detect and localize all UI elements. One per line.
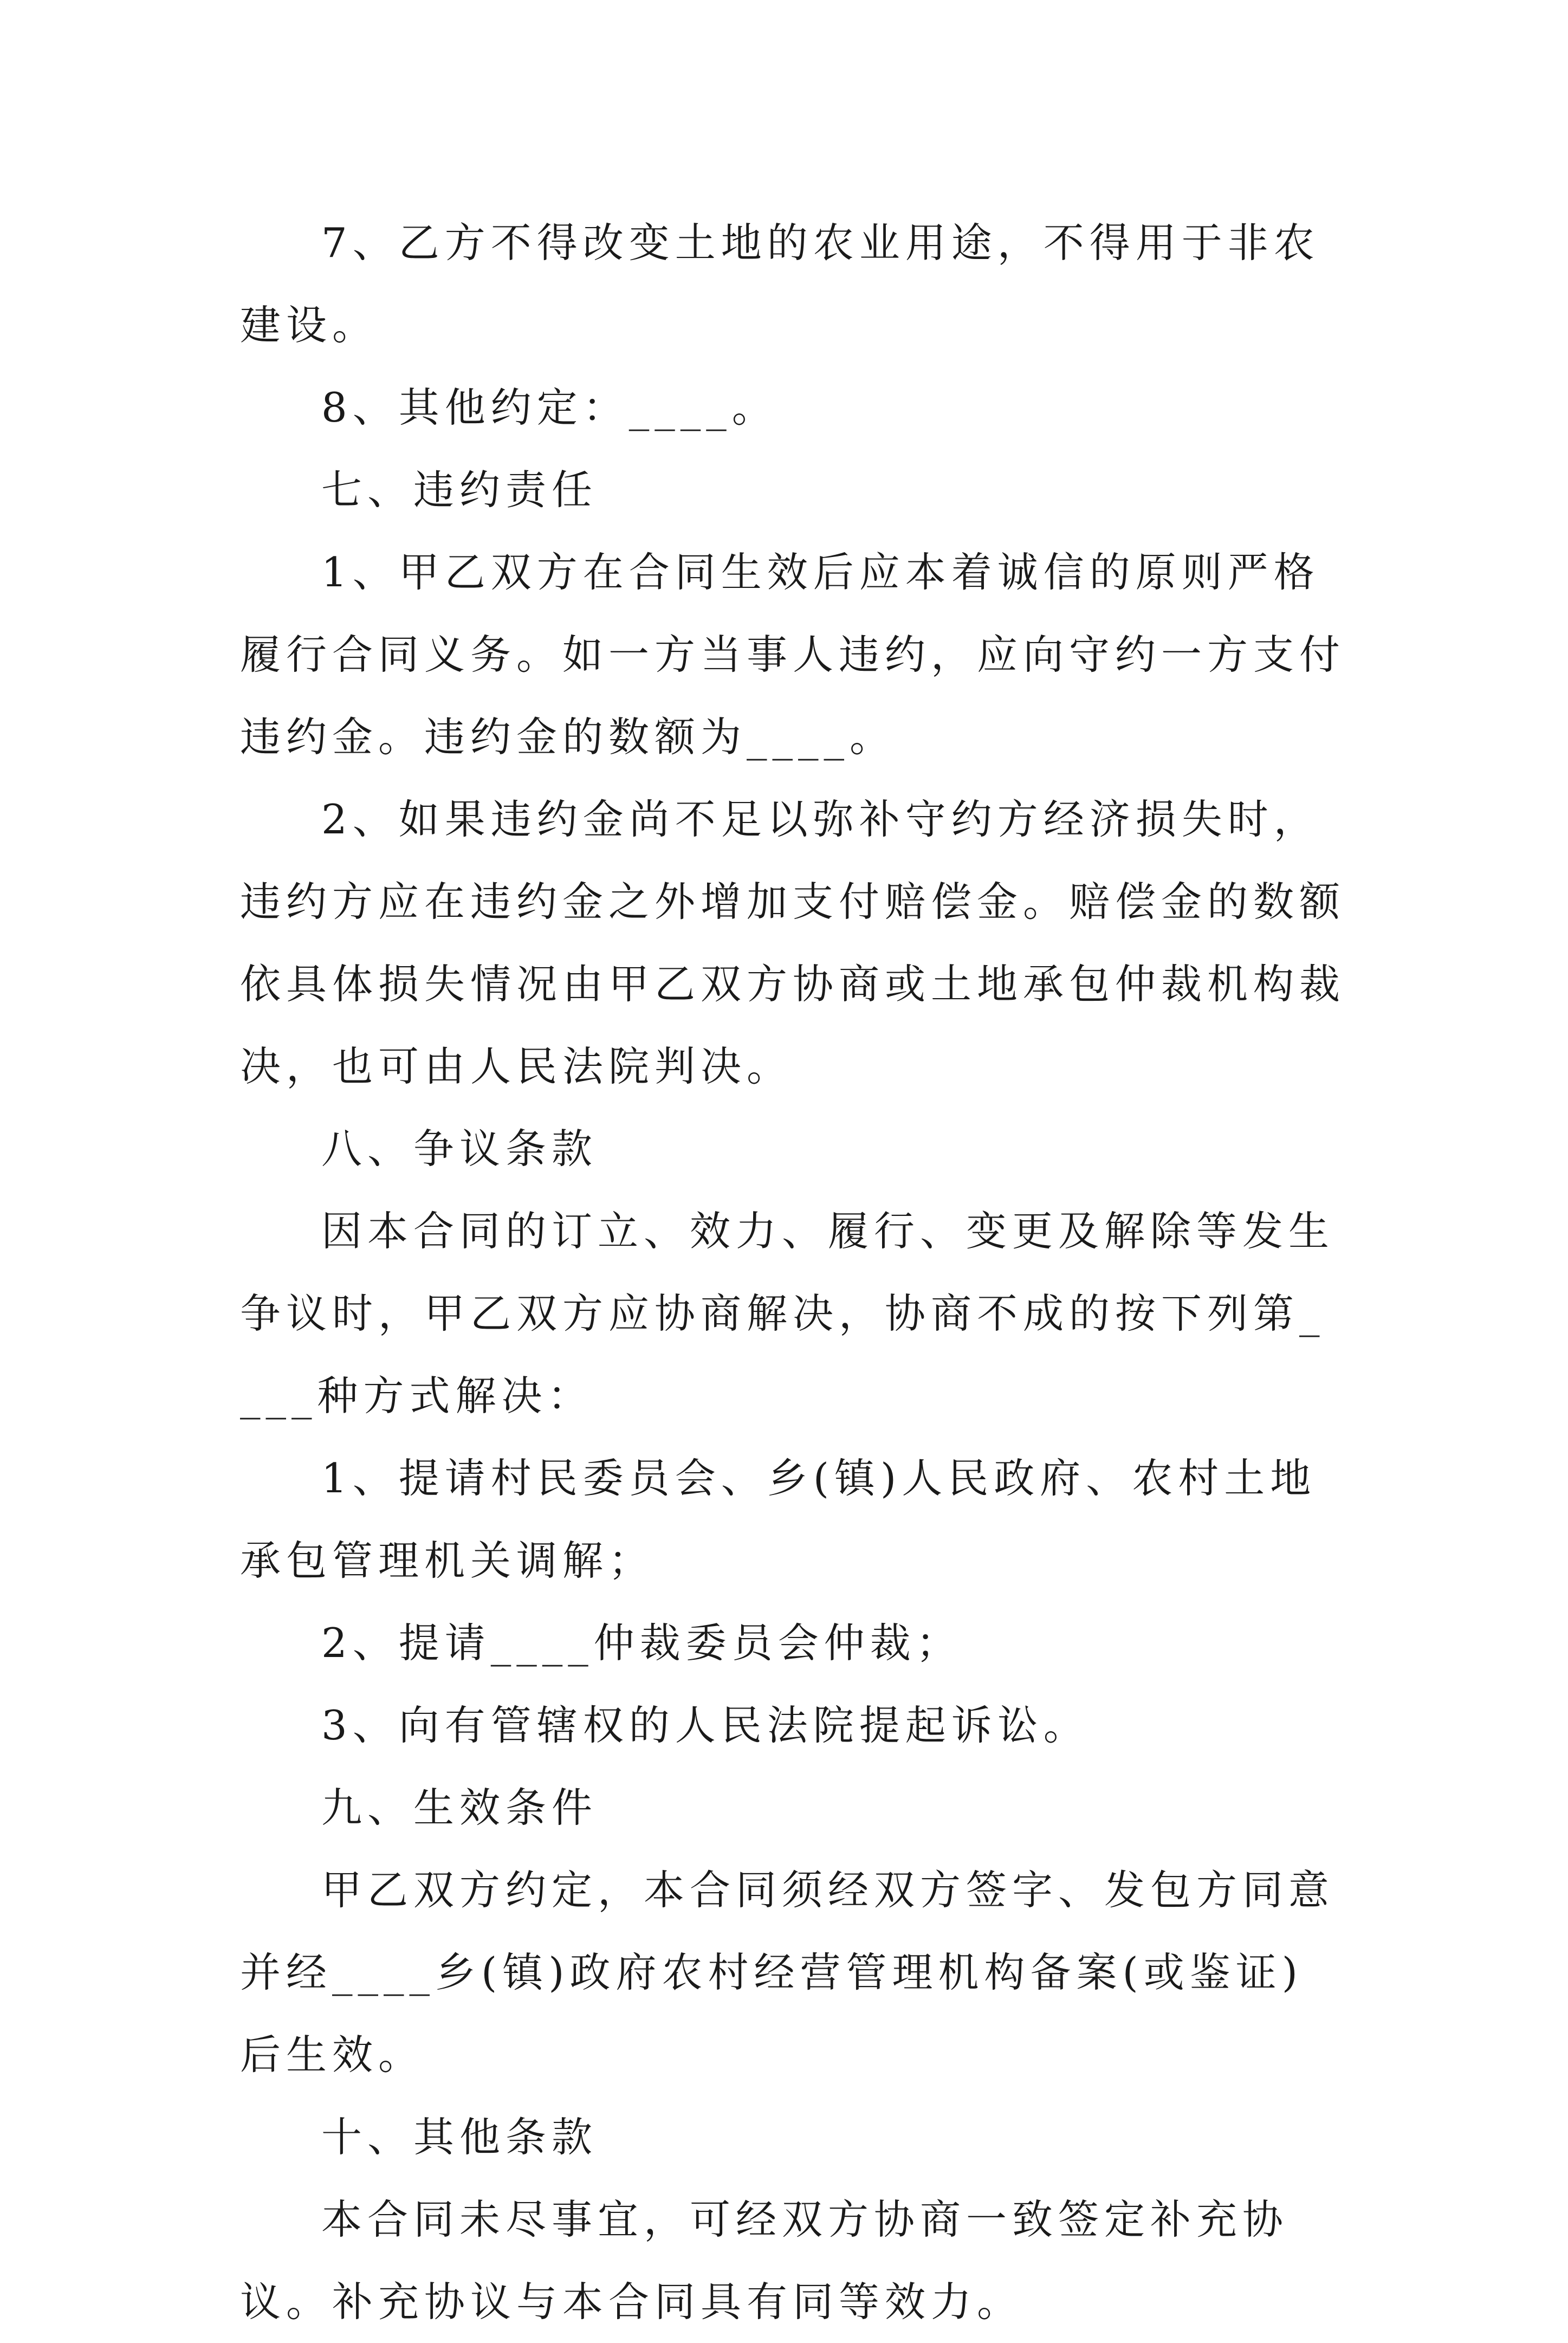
effect-conditions-heading: 九、生效条件: [321, 1784, 598, 1831]
effect-conditions-paragraph: 甲乙双方约定，本合同须经双方签字、发包方同意并经____乡(镇)政府农村经营管理机构备案(或鉴证)后生效。: [240, 1866, 1335, 2079]
dispute-option-2: 2、提请____仲裁委员会仲裁；: [321, 1619, 962, 1667]
dispute-option-3: 3、向有管辖权的人民法院提起诉讼。: [321, 1701, 1090, 1749]
breach-clause-1: 1、甲乙双方在合同生效后应本着诚信的原则严格履行合同义务。如一方当事人违约，应向守约一方支付违约金。违约金的数额为____。: [240, 548, 1346, 761]
dispute-intro-paragraph: 因本合同的订立、效力、履行、变更及解除等发生争议时，甲乙双方应协商解决，协商不成的按下列第____种方式解决：: [240, 1207, 1335, 1420]
document-body: [240, 202, 1345, 2343]
clause-7-paragraph: 7、乙方不得改变土地的农业用途，不得用于非农建设。: [240, 219, 1320, 349]
dispute-option-1: 1、提请村民委员会、乡(镇)人民政府、农村土地承包管理机关调解；: [240, 1454, 1317, 1584]
breach-liability-heading: 七、违约责任: [321, 466, 598, 514]
other-terms-heading: 十、其他条款: [321, 2113, 598, 2161]
other-terms-paragraph: 本合同未尽事宜，可经双方协商一致签定补充协议。补充协议与本合同具有同等效力。: [240, 2196, 1289, 2326]
dispute-heading: 八、争议条款: [321, 1125, 598, 1173]
clause-8-paragraph: 8、其他约定：____。: [321, 384, 778, 431]
breach-clause-2: 2、如果违约金尚不足以弥补守约方经济损失时，违约方应在违约金之外增加支付赔偿金。赔偿金的数额依具体损失情况由甲乙双方协商或土地承包仲裁机构裁决，也可由人民法院判决。: [240, 795, 1346, 1090]
